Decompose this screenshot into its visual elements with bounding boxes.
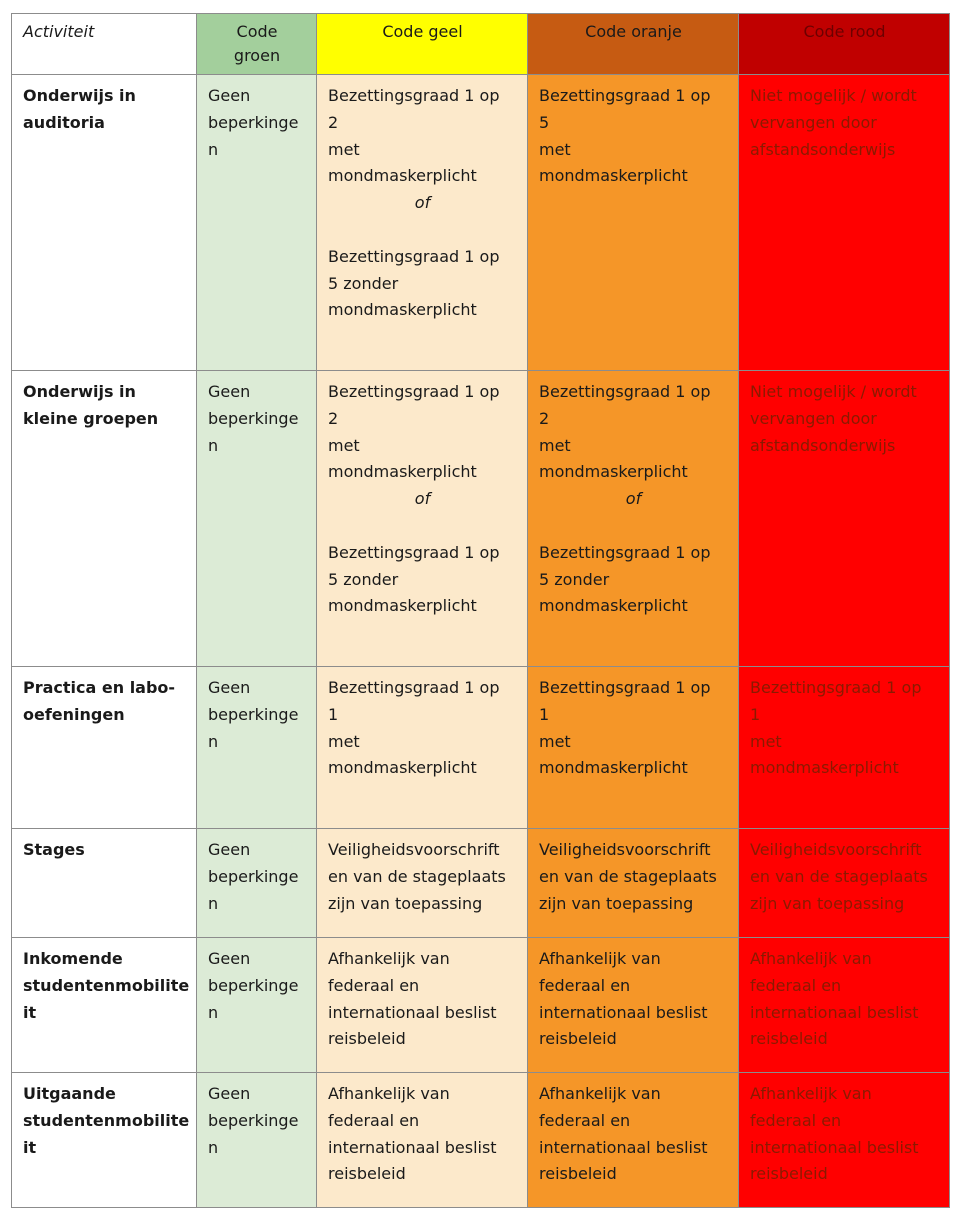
red-cell: Niet mogelijk / wordt vervangen door afstandsonderwijs <box>739 371 950 667</box>
green-cell: Geen beperkinge n <box>197 667 317 829</box>
activity-cell: Onderwijs in auditoria <box>12 75 197 371</box>
green-cell: Geen beperkinge n <box>197 371 317 667</box>
red-cell: Afhankelijk van federaal en internationaal beslist reisbeleid <box>739 1073 950 1208</box>
red-cell: Veiligheidsvoorschrift en van de stageplaats zijn van toepassing <box>739 829 950 938</box>
table-row <box>12 667 950 829</box>
covid-code-table <box>11 13 950 1208</box>
header-activity: Activiteit <box>12 14 197 75</box>
orange-cell: Bezettingsgraad 1 op 1 met mondmaskerplicht <box>528 667 739 829</box>
header-code-green: Code groen <box>197 14 317 75</box>
orange-cell: Bezettingsgraad 1 op 2 met mondmaskerplicht of Bezettingsgraad 1 op 5 zonder mondmaskerplicht <box>528 371 739 667</box>
green-cell: Geen beperkinge n <box>197 75 317 371</box>
red-cell: Afhankelijk van federaal en internationaal beslist reisbeleid <box>739 938 950 1073</box>
table-row <box>12 75 950 371</box>
activity-cell: Uitgaande studentenmobilite it <box>12 1073 197 1208</box>
activity-cell: Onderwijs in kleine groepen <box>12 371 197 667</box>
or-separator: of <box>625 489 642 509</box>
green-cell: Geen beperkinge n <box>197 1073 317 1208</box>
activity-cell: Practica en labo- oefeningen <box>12 667 197 829</box>
activity-cell: Inkomende studentenmobilite it <box>12 938 197 1073</box>
table-row <box>12 1073 950 1208</box>
orange-cell: Afhankelijk van federaal en internationaal beslist reisbeleid <box>528 1073 739 1208</box>
green-cell: Geen beperkinge n <box>197 938 317 1073</box>
orange-cell: Bezettingsgraad 1 op 5 met mondmaskerplicht <box>528 75 739 371</box>
orange-cell: Veiligheidsvoorschrift en van de stageplaats zijn van toepassing <box>528 829 739 938</box>
header-code-yellow: Code geel <box>317 14 528 75</box>
or-separator: of <box>414 193 431 213</box>
header-code-red: Code rood <box>739 14 950 75</box>
table-row <box>12 829 950 938</box>
green-cell: Geen beperkinge n <box>197 829 317 938</box>
table-row <box>12 938 950 1073</box>
activity-cell: Stages <box>12 829 197 938</box>
orange-cell: Afhankelijk van federaal en internationaal beslist reisbeleid <box>528 938 739 1073</box>
yellow-cell: Bezettingsgraad 1 op 1 met mondmaskerplicht <box>317 667 528 829</box>
header-row <box>12 14 950 75</box>
yellow-cell: Afhankelijk van federaal en internationaal beslist reisbeleid <box>317 1073 528 1208</box>
yellow-cell: Bezettingsgraad 1 op 2 met mondmaskerplicht of Bezettingsgraad 1 op 5 zonder mondmaskerplicht <box>317 371 528 667</box>
yellow-cell: Afhankelijk van federaal en internationaal beslist reisbeleid <box>317 938 528 1073</box>
header-code-orange: Code oranje <box>528 14 739 75</box>
yellow-cell: Veiligheidsvoorschrift en van de stageplaats zijn van toepassing <box>317 829 528 938</box>
red-cell: Niet mogelijk / wordt vervangen door afstandsonderwijs <box>739 75 950 371</box>
or-separator: of <box>414 489 431 509</box>
red-cell: Bezettingsgraad 1 op 1 met mondmaskerplicht <box>739 667 950 829</box>
yellow-cell: Bezettingsgraad 1 op 2 met mondmaskerplicht of Bezettingsgraad 1 op 5 zonder mondmaskerplicht <box>317 75 528 371</box>
table-row <box>12 371 950 667</box>
